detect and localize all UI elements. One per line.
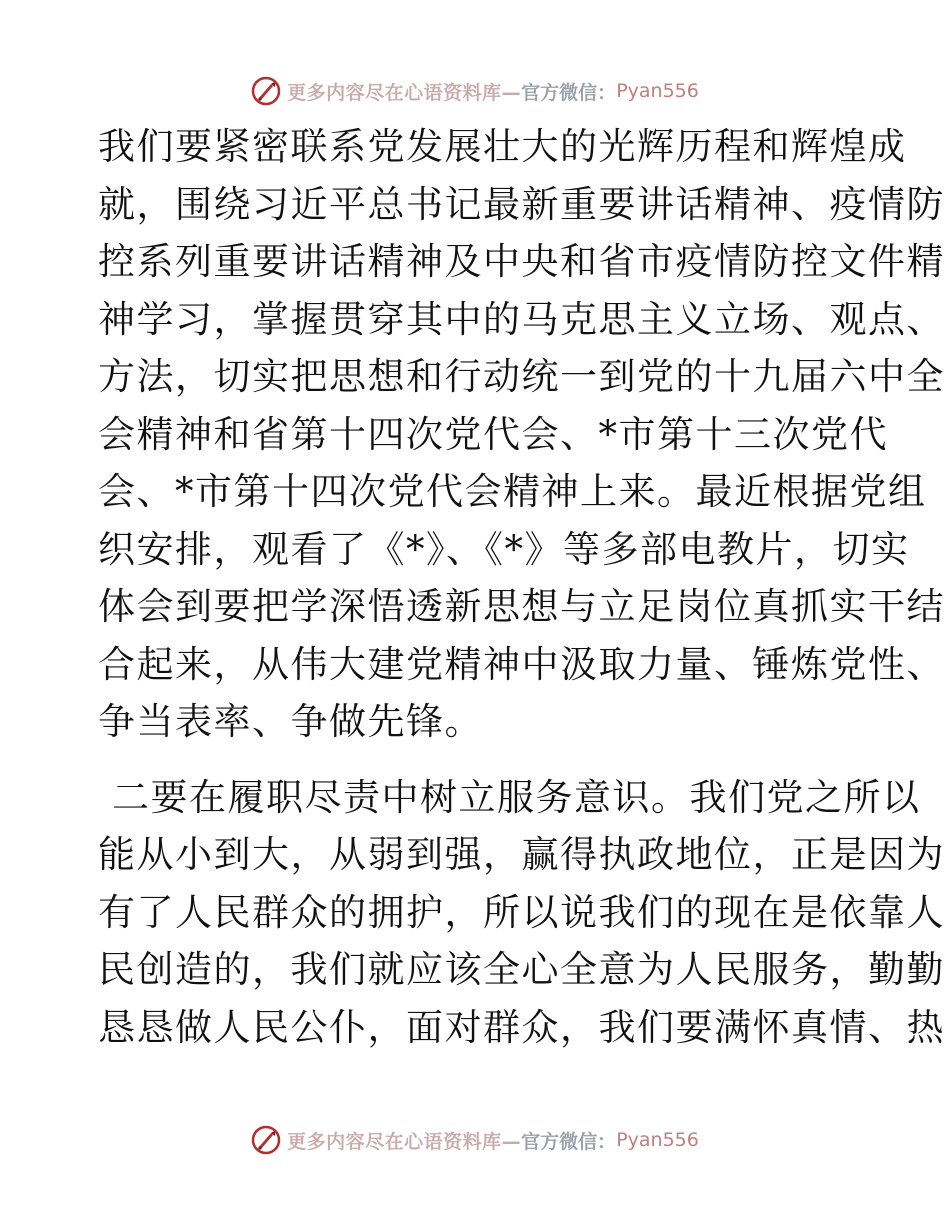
header-watermark bbox=[0, 71, 950, 111]
text-line: 方法，切实把思想和行动统一到党的十九届六中全 bbox=[98, 355, 945, 398]
feather-pen-logo-icon bbox=[251, 1125, 281, 1155]
footer-watermark bbox=[0, 1120, 950, 1160]
watermark-text: 更多内容尽在心语资料库— bbox=[287, 1130, 522, 1153]
text-line: 就，围绕习近平总书记最新重要讲话精神、疫情防 bbox=[98, 182, 945, 226]
paragraph-1 bbox=[98, 118, 945, 751]
text-line: 有了人民群众的拥护，所以说我们的现在是依靠人 bbox=[98, 890, 945, 934]
watermark-wechat-label: 官方微信： bbox=[521, 1130, 617, 1153]
text-line: 会精神和省第十四次党代会、*市第十三次党代 bbox=[98, 412, 888, 456]
text-line: 二要在履职尽责中树立服务意识。我们党之所以 bbox=[112, 775, 921, 819]
watermark-wechat-id: Pyan556 bbox=[616, 80, 699, 102]
text-line: 恳恳做人民公仆，面对群众，我们要满怀真情、热 bbox=[98, 1005, 945, 1049]
text-line: 争当表率、争做先锋。 bbox=[98, 700, 483, 743]
watermark-wechat-label: 官方微信： bbox=[521, 81, 617, 104]
text-line: 体会到要把学深悟透新思想与立足岗位真抓实干结 bbox=[98, 585, 945, 628]
feather-pen-logo-icon bbox=[251, 76, 281, 106]
text-line: 能从小到大，从弱到强，赢得执政地位，正是因为 bbox=[98, 833, 945, 876]
text-line: 控系列重要讲话精神及中央和省市疫情防控文件精 bbox=[98, 240, 945, 283]
text-line: 会、*市第十四次党代会精神上来。最近根据党组 bbox=[98, 470, 927, 513]
text-line: 合起来，从伟大建党精神中汲取力量、锤炼党性、 bbox=[98, 642, 945, 686]
watermark-wechat-id: Pyan556 bbox=[616, 1129, 699, 1151]
text-line: 我们要紧密联系党发展壮大的光辉历程和辉煌成 bbox=[98, 125, 907, 168]
text-line: 民创造的，我们就应该全心全意为人民服务，勤勤 bbox=[98, 948, 945, 991]
watermark-text: 更多内容尽在心语资料库— bbox=[287, 81, 522, 104]
text-line: 神学习，掌握贯穿其中的马克思主义立场、观点、 bbox=[98, 297, 945, 341]
document-body bbox=[98, 118, 945, 1056]
paragraph-2 bbox=[98, 769, 945, 1057]
text-line: 织安排，观看了《*》、《*》等多部电教片，切实 bbox=[98, 527, 910, 571]
paragraph-spacer bbox=[98, 751, 858, 769]
